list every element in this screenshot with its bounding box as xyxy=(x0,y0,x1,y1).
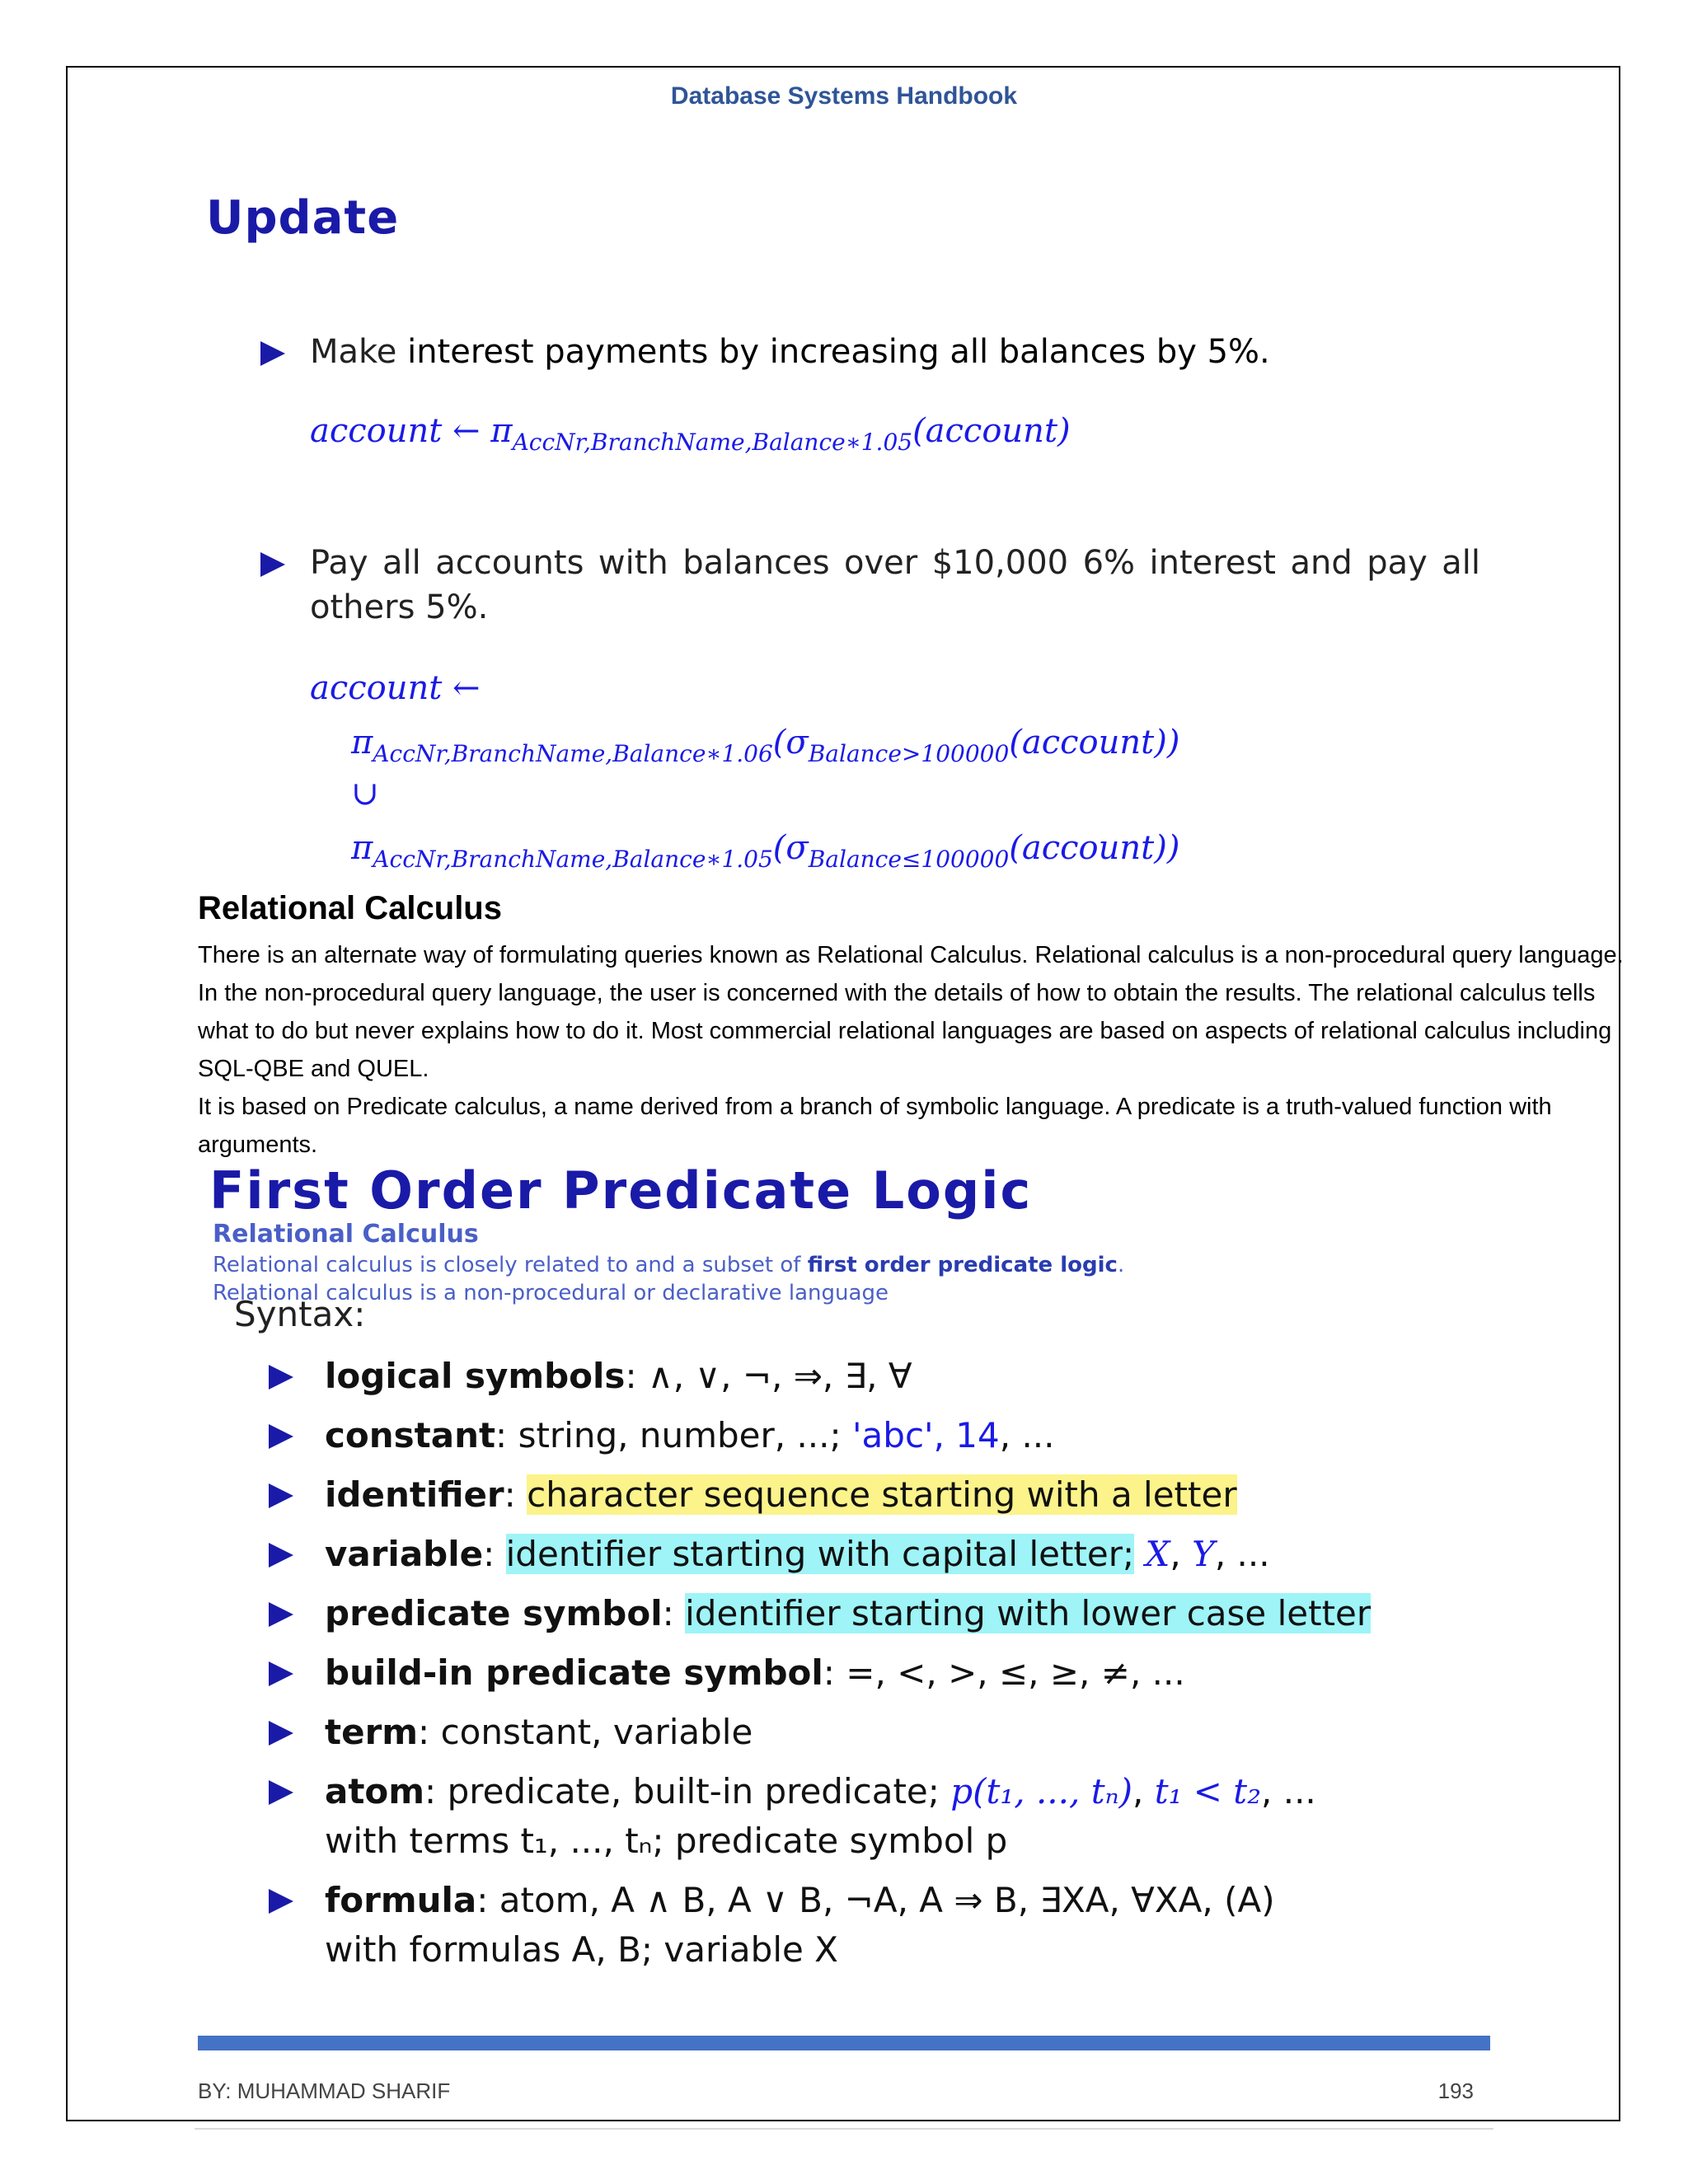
syntax-item-builtin-predicate xyxy=(325,1648,1185,1698)
formula-lhs: account ← xyxy=(310,412,481,450)
formula-argument: (account)) xyxy=(1009,829,1180,867)
projection-symbol: π xyxy=(490,412,513,450)
bullet-triangle-icon xyxy=(269,1780,293,1805)
item-sep: : xyxy=(625,1356,648,1396)
item-tail: , ... xyxy=(999,1415,1055,1455)
item-sep: : xyxy=(418,1712,441,1752)
paragraph-2: It is based on Predicate calculus, a name derived from a branch of symbolic language. A predicate is a truth-valued function with arguments. xyxy=(198,1094,1552,1158)
item-sep: : xyxy=(662,1593,686,1633)
formula-branch-6pct xyxy=(351,724,1179,767)
syntax-item-atom: atom: predicate, built-in predicate; p(t₁, ..., tₙ), t₁ < t₂, ... with terms t₁, ..., tₙ; predicate symbol p xyxy=(325,1767,1316,1866)
item-desc: predicate, built-in predicate; xyxy=(447,1771,951,1811)
running-header: Database Systems Handbook xyxy=(670,82,1018,110)
item-desc: atom, A ∧ B, A ∨ B, ¬A, A ⇒ B, ∃XA, ∀XA, (A) xyxy=(499,1880,1275,1920)
projection-attributes: AccNr,BranchName,Balance∗1.05 xyxy=(373,846,773,873)
item-term: term xyxy=(325,1712,419,1752)
update-bullet-2 xyxy=(310,541,1480,630)
item-sep: : xyxy=(424,1771,448,1811)
fopl-description-2: Relational calculus is a non-procedural or declarative language xyxy=(213,1281,889,1305)
item-desc-highlighted: identifier starting with lower case letter xyxy=(685,1593,1372,1633)
formula-lhs-2: account ← xyxy=(310,669,481,707)
slide-title-fopl: First Order Predicate Logic xyxy=(209,1160,1033,1221)
bullet-triangle-icon xyxy=(260,341,285,366)
projection-attributes: AccNr,BranchName,Balance∗1.05 xyxy=(512,429,913,456)
bullet-triangle-icon xyxy=(269,1602,293,1627)
formula-branch-5pct xyxy=(351,829,1179,873)
bullet-triangle-icon xyxy=(269,1424,293,1449)
bullet-2-line-1: Pay all accounts with balances over $10,000 6% interest and pay all xyxy=(310,544,1480,582)
page-number: 193 xyxy=(1437,2079,1474,2103)
desc-period: . xyxy=(1117,1253,1125,1277)
item-sep: : xyxy=(823,1652,846,1693)
paragraph-1: There is an alternate way of formulating queries known as Relational Calculus. Relational calculus is a non-procedural query language. In the non-procedural query language, the user is concerned with the details of how to obtain the results. The relational calculus tells what to do but never explains how to do it. Most commercial relational languages are based on aspects of relational calculus including SQL-QBE and QUEL. xyxy=(198,942,1624,1082)
union-symbol: ∪ xyxy=(351,775,379,813)
selection-condition: Balance≤100000 xyxy=(808,846,1010,873)
item-sep: : xyxy=(476,1880,499,1920)
syntax-label: Syntax: xyxy=(234,1294,366,1334)
fopl-description-1 xyxy=(213,1253,1124,1277)
syntax-item-identifier xyxy=(325,1470,1237,1520)
relational-calculus-body xyxy=(198,936,1648,1164)
formula-argument: (account)) xyxy=(1009,724,1180,762)
item-term: atom xyxy=(325,1771,425,1811)
item-desc: =, <, >, ≤, ≥, ≠, ... xyxy=(846,1652,1185,1693)
projection-attributes: AccNr,BranchName,Balance∗1.06 xyxy=(373,740,773,767)
bullet-triangle-icon xyxy=(269,1483,293,1508)
syntax-item-formula xyxy=(325,1876,1275,1975)
selection-symbol: (σ xyxy=(772,829,809,867)
desc-emphasis: first order predicate logic xyxy=(807,1253,1118,1277)
item-desc-highlighted: identifier starting with capital letter; xyxy=(505,1534,1135,1574)
item-tail: , ... xyxy=(1261,1771,1316,1811)
item-continuation: with terms t₁, ..., tₙ; predicate symbol p xyxy=(325,1821,1008,1861)
projection-symbol: π xyxy=(351,829,373,867)
footer-author: BY: MUHAMMAD SHARIF xyxy=(198,2079,451,2103)
item-term: constant xyxy=(325,1415,496,1455)
bullet-triangle-icon xyxy=(269,1661,293,1686)
footer-rule xyxy=(198,2036,1490,2050)
item-example-x: X xyxy=(1134,1534,1170,1574)
bullet-1-part-b: interest payments by increasing all balances by 5%. xyxy=(407,333,1270,371)
item-term: variable xyxy=(325,1534,484,1574)
item-term: predicate symbol xyxy=(325,1593,663,1633)
slide-title-update: Update xyxy=(206,191,400,245)
item-example: 'abc', 14 xyxy=(852,1415,1000,1455)
bullet-2-line-2: others 5%. xyxy=(310,588,489,626)
item-example-comparison: t₁ < t₂ xyxy=(1154,1771,1262,1811)
bottom-rule xyxy=(195,2128,1493,2130)
item-sep: : xyxy=(495,1415,518,1455)
syntax-item-logical-symbols xyxy=(325,1352,912,1401)
bullet-triangle-icon xyxy=(269,1721,293,1746)
item-desc: constant, variable xyxy=(440,1712,753,1752)
item-continuation: with formulas A, B; variable X xyxy=(325,1929,838,1970)
syntax-item-term xyxy=(325,1708,753,1757)
item-sep: : xyxy=(504,1474,528,1515)
selection-symbol: (σ xyxy=(772,724,809,762)
formula-interest-5 xyxy=(310,412,1071,456)
desc-part-a: Relational calculus is closely related to and a subset of xyxy=(213,1253,808,1277)
bullet-triangle-icon xyxy=(269,1365,293,1390)
selection-condition: Balance>100000 xyxy=(808,740,1010,767)
projection-symbol: π xyxy=(351,724,373,762)
item-term: formula xyxy=(325,1880,477,1920)
bullet-triangle-icon xyxy=(269,1543,293,1568)
syntax-item-predicate-symbol xyxy=(325,1589,1371,1638)
bullet-triangle-icon xyxy=(260,552,285,577)
item-tail: , ... xyxy=(1214,1534,1270,1574)
item-term: identifier xyxy=(325,1474,504,1515)
syntax-item-constant xyxy=(325,1411,1055,1460)
item-term: build-in predicate symbol xyxy=(325,1652,823,1693)
formula-argument: (account) xyxy=(912,412,1071,450)
bullet-triangle-icon xyxy=(269,1889,293,1914)
item-example-atom: p(t₁, ..., tₙ) xyxy=(950,1771,1132,1811)
section-heading: Relational Calculus xyxy=(198,890,502,926)
item-desc-highlighted: character sequence starting with a letter xyxy=(527,1474,1237,1515)
item-sep: : xyxy=(483,1534,506,1574)
update-bullet-1 xyxy=(310,330,1270,374)
item-desc: ∧, ∨, ¬, ⇒, ∃, ∀ xyxy=(647,1356,912,1396)
item-term: logical symbols xyxy=(325,1356,626,1396)
item-example-y: Y xyxy=(1192,1534,1215,1574)
slide-subtitle: Relational Calculus xyxy=(213,1220,479,1249)
item-desc: string, number, ...; xyxy=(518,1415,853,1455)
syntax-item-variable: variable: identifier starting with capital letter; X, Y, ... xyxy=(325,1534,1270,1574)
bullet-1-part-a: Make xyxy=(310,333,408,371)
